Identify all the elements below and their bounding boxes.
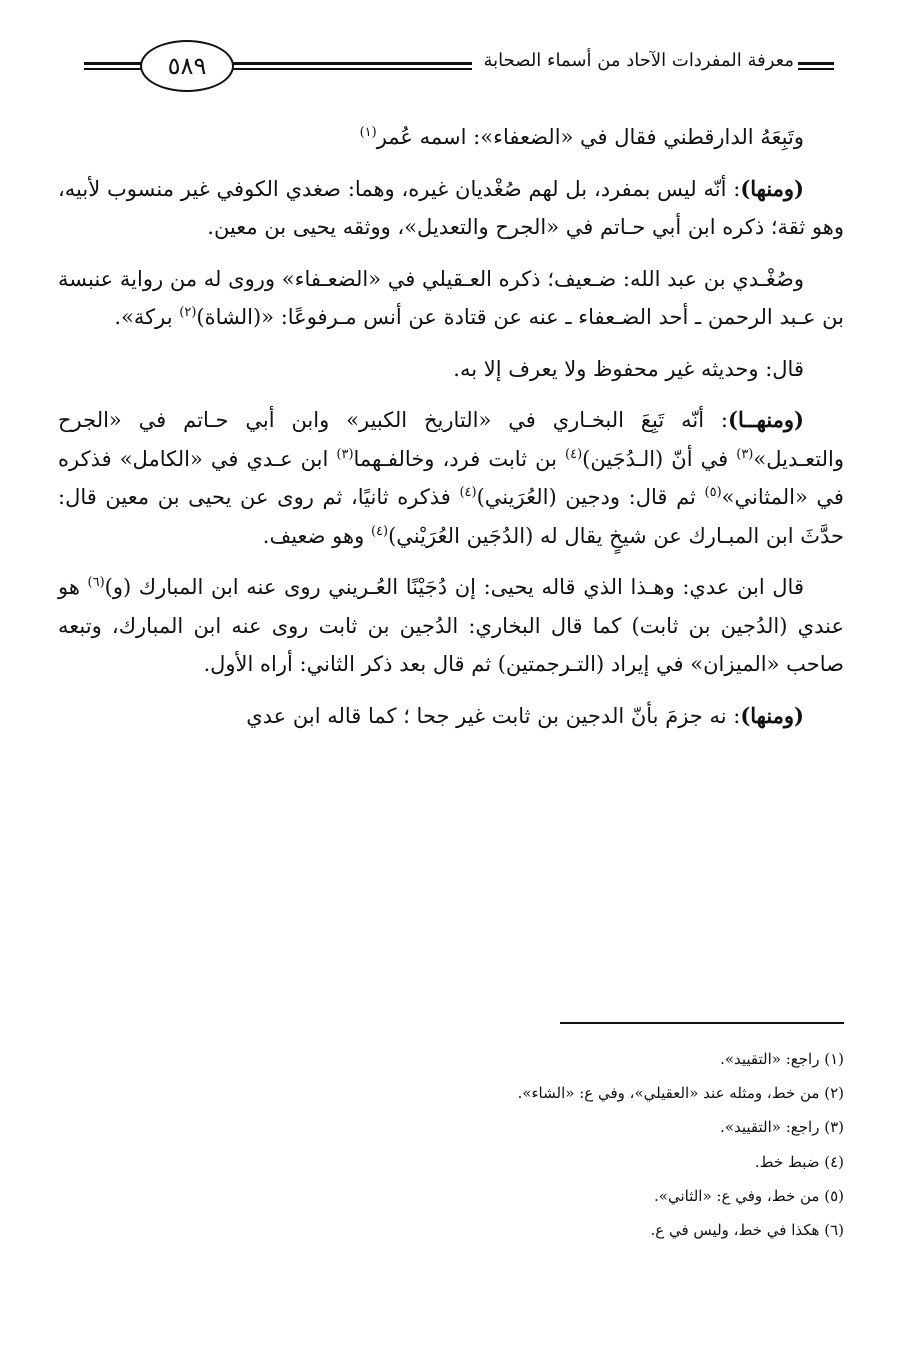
header-rule-right bbox=[798, 62, 834, 70]
header-rule-left bbox=[84, 62, 146, 70]
paragraph-5-text-2: في أنّ (الـدُجَين) bbox=[582, 446, 737, 471]
paragraph-3 bbox=[58, 260, 844, 337]
footnote-4: (٤) ضبط خط. bbox=[754, 1152, 844, 1171]
paragraph-5-text-4: ابن عـدي في «الكامل» فذكره في «المثاني» bbox=[58, 446, 844, 509]
paragraph-3-text-a: وصُغْـدي بن عبد الله: ضـعيف؛ ذكره العـقيلي في «الضعـفاء» وروى له من رواية عنبسة بن عـبد الرحمن ـ أحد الضـعفاء ـ عنه عن قتادة عن أنس مـرفوعًا: «(الشاة) bbox=[58, 266, 844, 329]
keyword-minha: (ومنهــا) bbox=[728, 407, 804, 432]
footnote-ref-6: (٦) bbox=[87, 575, 105, 590]
paragraph-5-text-6: فذكره ثانيًا، ثم روى عن يحيى بن معين قال: حدَّثَ ابن المبـارك عن شيخٍ يقال له (الدُجَين العُرَيْني) bbox=[58, 485, 844, 548]
footnote-5: (٥) من خط، وفي ع: «الثاني». bbox=[654, 1186, 844, 1205]
footnote-ref-1: (١) bbox=[359, 125, 377, 140]
paragraph-6-text-a: قال ابن عدي: وهـذا الذي قاله يحيى: إن دُجَيْنًا العُـريني روى عنه ابن المبارك (و) bbox=[104, 575, 804, 599]
paragraph-7-text: : نه جزمَ بأنّ الدجين بن ثابت غير جحا ؛ كما قاله ابن عدي bbox=[246, 703, 741, 728]
paragraph-7 bbox=[58, 697, 844, 736]
page-number: ٥٨٩ bbox=[167, 52, 207, 80]
footnote-ref-5: (٥) bbox=[704, 485, 722, 500]
main-text bbox=[58, 118, 844, 748]
paragraph-6 bbox=[58, 568, 844, 684]
paragraph-5 bbox=[58, 401, 844, 555]
footnote-1: (١) راجع: «التقييد». bbox=[720, 1050, 844, 1068]
paragraph-1-text: وتَبِعَهُ الدارقطني فقال في «الضعفاء»: اسمه عُمر bbox=[376, 125, 804, 149]
footnote-2: (٢) من خط، ومثله عند «العقيلي»، وفي ع: «الشاء». bbox=[517, 1084, 844, 1103]
paragraph-3-text-b: بركة». bbox=[114, 305, 180, 329]
footnote-3: (٣) راجع: «التقييد». bbox=[720, 1118, 844, 1137]
running-title: معرفة المفردات الآحاد من أسماء الصحابة bbox=[483, 50, 794, 71]
paragraph-6-text-b: هو عندي (الدُجين بن ثابت) كما قال البخاري: الدُجين بن ثابت روى عنه ابن المبارك، وتبعه صاحب «الميزان» في إيراد (التـرجمتين) ثم قال بعد ذكر الثاني: أراه الأول. bbox=[58, 575, 844, 676]
footnotes bbox=[400, 1042, 844, 1247]
paragraph-1 bbox=[58, 118, 844, 157]
paragraph-5-text-1: : أنّه تَبِعَ البخـاري في «التاريخ الكبير» وابن أبي حـاتم في «الجرح والتعـديل» bbox=[58, 408, 844, 471]
keyword-minha: (ومنها) bbox=[740, 702, 804, 728]
footnote-ref-4: (٤) bbox=[565, 446, 583, 462]
footnote-ref-2: (٢) bbox=[179, 305, 197, 320]
keyword-minha: (ومنها) bbox=[740, 175, 804, 201]
paragraph-4 bbox=[58, 350, 844, 389]
page-header bbox=[70, 32, 845, 102]
footnote-ref-3: (٣) bbox=[736, 446, 754, 462]
footnote-ref-4: (٤) bbox=[370, 523, 389, 539]
header-rule-middle bbox=[226, 62, 472, 70]
paragraph-4-text: قال: وحديثه غير محفوظ ولا يعرف إلا به. bbox=[453, 356, 804, 381]
footnote-separator bbox=[560, 1022, 844, 1024]
footnote-ref-3: (٣) bbox=[336, 446, 354, 462]
footnote-ref-4: (٤) bbox=[459, 485, 477, 500]
page-number-oval bbox=[140, 40, 234, 92]
footnote-6: (٦) هكذا في خط، وليس في ع. bbox=[650, 1221, 844, 1240]
paragraph-5-text-5: ثم قال: ودجين (العُرَيني) bbox=[476, 485, 705, 509]
paragraph-5-text-7: وهو ضعيف. bbox=[262, 523, 371, 548]
paragraph-2-text: : أنّه ليس بمفرد، بل لهم صُغْديان غيره، وهما: صغدي الكوفي غير منسوب لأبيه، وهو ثقة؛ ذكره ابن أبي حـاتم في «الجرح والتعديل»، ووثقه يحيى بن معين. bbox=[58, 176, 844, 239]
paragraph-5-text-3: بن ثابت فرد، وخالفـهما bbox=[353, 446, 565, 471]
paragraph-2 bbox=[58, 170, 844, 247]
